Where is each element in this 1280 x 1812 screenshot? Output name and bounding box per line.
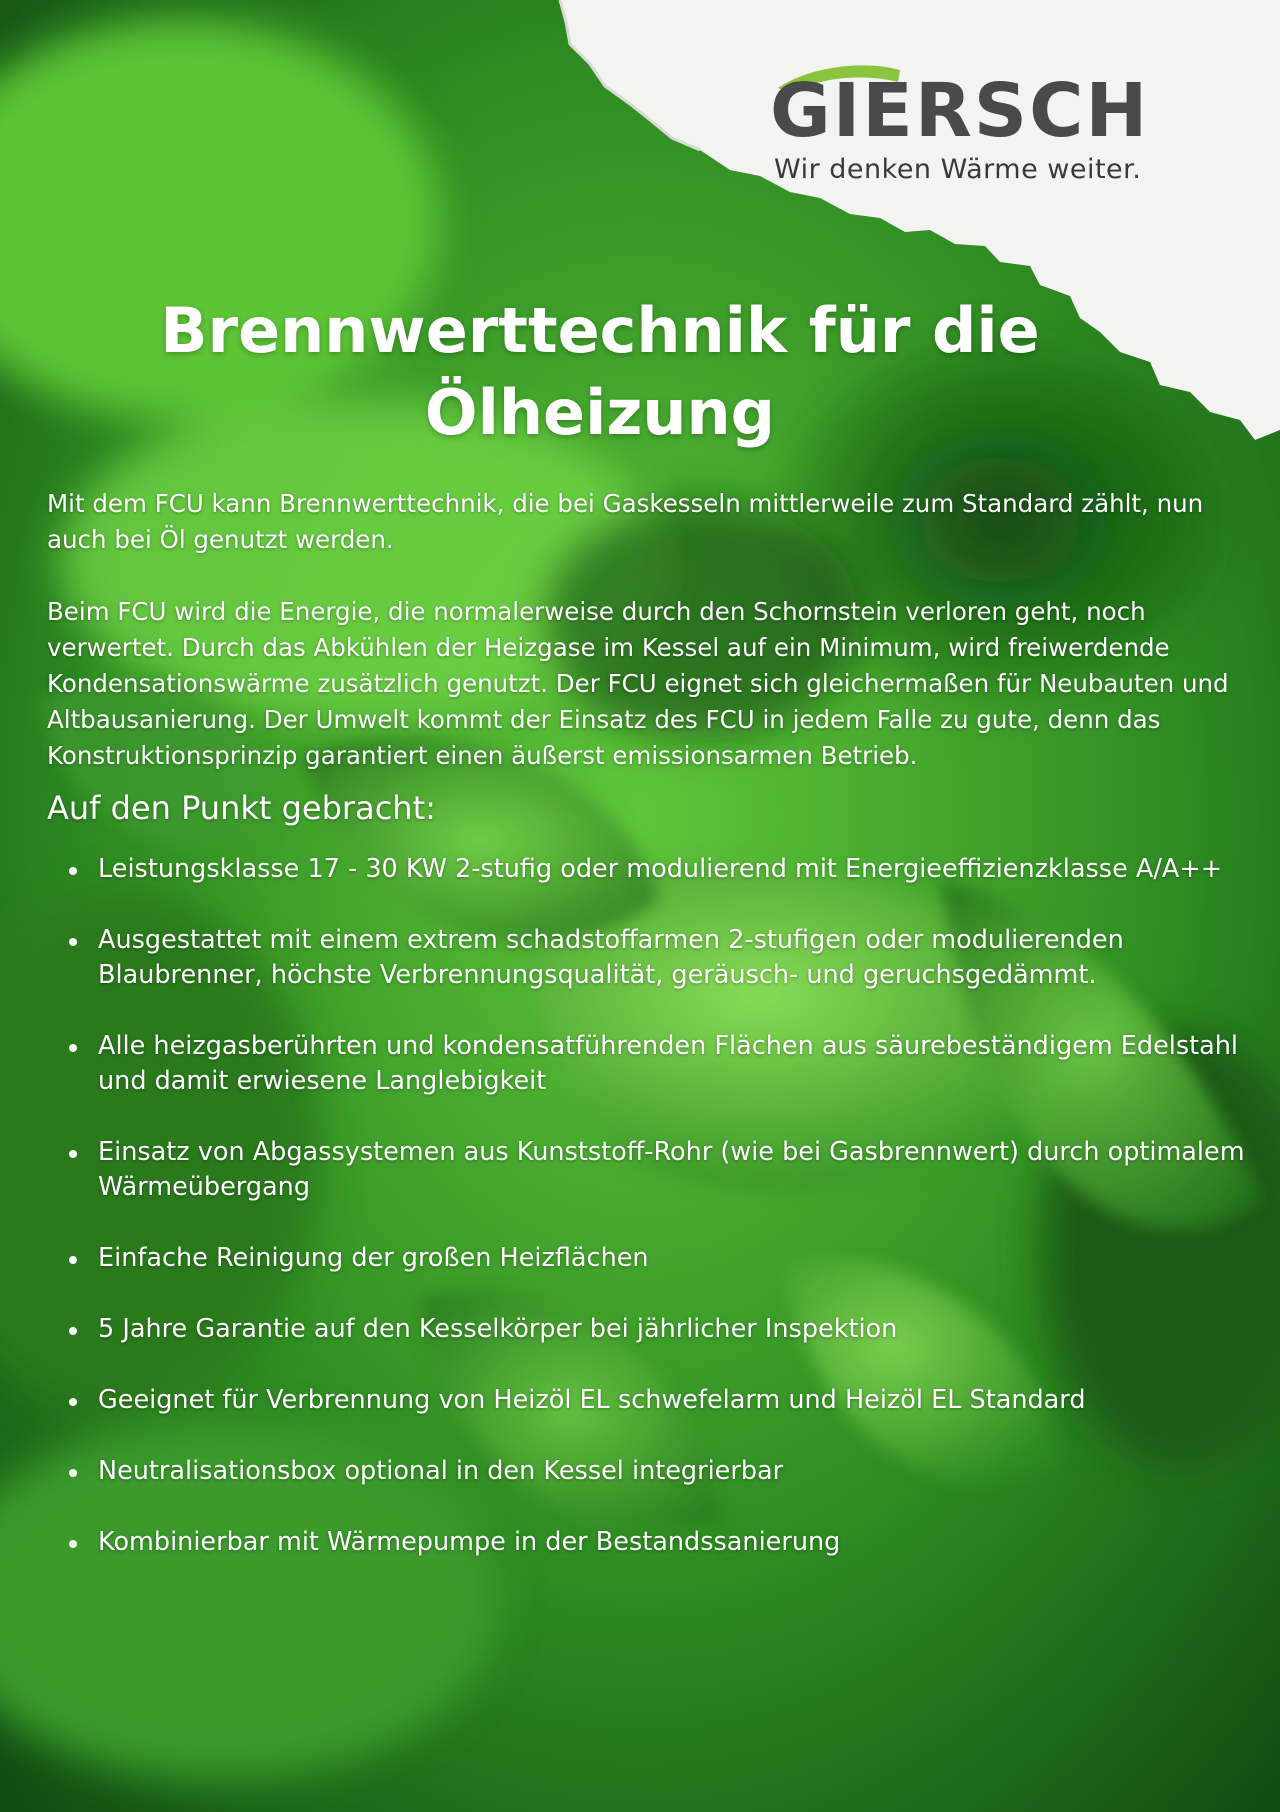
giersch-logo xyxy=(770,58,1190,168)
bullet-icon xyxy=(69,1150,77,1158)
list-item-text: Einfache Reinigung der großen Heizflächen xyxy=(98,1243,649,1273)
brand-tagline: Wir denken Wärme weiter. xyxy=(774,154,1142,185)
list-item xyxy=(47,1312,1252,1347)
list-item-text: Neutralisationsbox optional in den Kessel integrierbar xyxy=(98,1456,784,1486)
bullet-icon xyxy=(69,1540,77,1548)
list-item-text: Kombinierbar mit Wärmepumpe in der Bestandssanierung xyxy=(98,1527,841,1557)
bullet-icon xyxy=(69,1398,77,1406)
list-item xyxy=(47,852,1252,887)
list-item-text: Alle heizgasberührten und kondensatführenden Flächen aus säurebeständigem Edelstahl und damit erwiesene Langlebigkeit xyxy=(98,1031,1238,1096)
list-item xyxy=(47,1241,1252,1276)
list-item xyxy=(47,1135,1252,1205)
list-item-text: Einsatz von Abgassystemen aus Kunststoff-Rohr (wie bei Gasbrennwert) durch optimalem Wärmeübergang xyxy=(98,1137,1245,1202)
title-line-1: Brennwerttechnik für die xyxy=(160,294,1040,367)
list-item-text: 5 Jahre Garantie auf den Kesselkörper bei jährlicher Inspektion xyxy=(98,1314,898,1344)
bullet-icon xyxy=(69,938,77,946)
bullet-icon xyxy=(69,1327,77,1335)
list-item-text: Geeignet für Verbrennung von Heizöl EL schwefelarm und Heizöl EL Standard xyxy=(98,1385,1086,1415)
list-item-text: Ausgestattet mit einem extrem schadstoffarmen 2-stufigen oder modulierenden Blaubrenner, höchste Verbrennungsqualität, geräusch- und geruchsgedämmt. xyxy=(98,925,1124,990)
list-item xyxy=(47,923,1252,993)
list-item xyxy=(47,1454,1252,1489)
feature-list xyxy=(47,852,1252,1560)
bullet-icon xyxy=(69,1256,77,1264)
list-item xyxy=(47,1029,1252,1099)
section-heading: Auf den Punkt gebracht: xyxy=(47,789,436,827)
page-title xyxy=(60,290,1140,454)
list-item xyxy=(47,1383,1252,1418)
list-item xyxy=(47,1525,1252,1560)
brand-name: GIERSCH xyxy=(770,68,1150,154)
intro-paragraph: Mit dem FCU kann Brennwerttechnik, die bei Gaskesseln mittlerweile zum Standard zählt, nun auch bei Öl genutzt werden. xyxy=(47,489,1204,554)
bullet-icon xyxy=(69,1469,77,1477)
body-paragraph: Beim FCU wird die Energie, die normalerweise durch den Schornstein verloren geht, noch verwertet. Durch das Abkühlen der Heizgase im Kessel auf ein Minimum, wird freiwerdende Kondensationswärme zusätzlich genutzt. Der FCU eignet sich gleichermaßen für Neubauten und Altbausanierung. Der Umwelt kommt der Einsatz des FCU in jedem Falle zu gute, denn das Konstruktionsprinzip garantiert einen äußerst emissionsarmen Betrieb. xyxy=(47,597,1229,770)
bullet-icon xyxy=(69,1044,77,1052)
title-line-2: Ölheizung xyxy=(424,376,776,449)
brand-logo-block xyxy=(760,58,1200,198)
list-item-text: Leistungsklasse 17 - 30 KW 2-stufig oder modulierend mit Energieeffizienzklasse A/A++ xyxy=(98,854,1223,884)
bullet-icon xyxy=(69,867,77,875)
content xyxy=(47,486,1252,1596)
